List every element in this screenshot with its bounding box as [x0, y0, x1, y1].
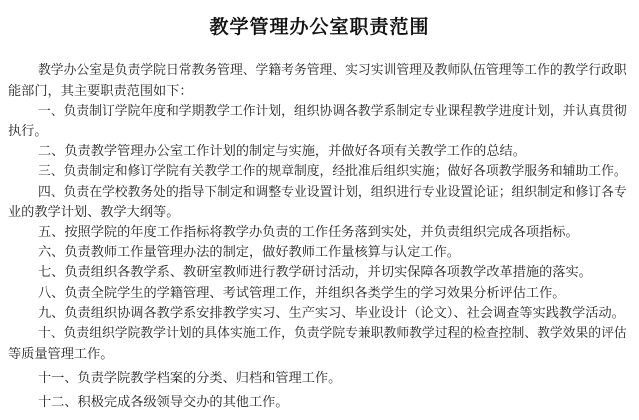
item-7: 七、负责组织各教学系、教研室教师进行教学研讨活动，并切实保障各项教学改革措施的落实。 — [38, 265, 592, 280]
item-2: 二、负责教学管理办公室工作计划的制定与实施，并做好各项有关教学工作的总结。 — [38, 144, 526, 159]
item-6: 六、负责教师工作量管理办法的制定，做好教师工作量核算与认定工作。 — [38, 245, 460, 260]
document-title: 教学管理办公室职责范围 — [209, 16, 430, 38]
item-5: 五、按照学院的年度工作指标将教学办负责的工作任务落到实处，并负责组织完成各项指标。 — [38, 225, 579, 240]
intro-line-1: 教学办公室是负责学院日常教务管理、学籍考务管理、实习实训管理及教师队伍管理等工作的教学行政职 — [38, 63, 627, 78]
item-10-line-1: 十、负责组织学院教学计划的具体实施工作，负责学院专兼职教师教学过程的检查控制、教学效果的评估 — [38, 326, 627, 341]
item-1-line-1: 一、负责制订学院年度和学期教学工作计划，组织协调各教学系制定专业课程教学进度计划，并认真贯彻 — [38, 104, 627, 119]
item-8: 八、负责全院学生的学籍管理、考试管理工作，并组织各类学生的学习效果分析评估工作。 — [38, 286, 566, 301]
item-1-line-2: 执行。 — [8, 124, 48, 139]
item-9: 九、负责组织协调各教学系安排教学实习、生产实习、毕业设计（论文）、社会调查等实践教学活动。 — [38, 306, 625, 321]
item-4-line-1: 四、负责在学校教务处的指导下制定和调整专业设置计划，组织进行专业设置论证；组织制定和修订各专 — [38, 185, 627, 200]
item-4-line-2: 业的教学计划、教学大纲等。 — [8, 205, 180, 220]
item-10-line-2: 等质量管理工作。 — [8, 347, 114, 362]
item-11: 十一、负责学院教学档案的分类、归档和管理工作。 — [38, 371, 342, 386]
item-12: 十二、积极完成各级领导交办的其他工作。 — [38, 395, 289, 410]
item-3: 三、负责制定和修订学院有关教学工作的规章制度，经批准后组织实施；做好各项教学服务和辅助工作。 — [38, 164, 627, 179]
intro-line-2: 能部门，其主要职责范围如下： — [8, 84, 193, 99]
